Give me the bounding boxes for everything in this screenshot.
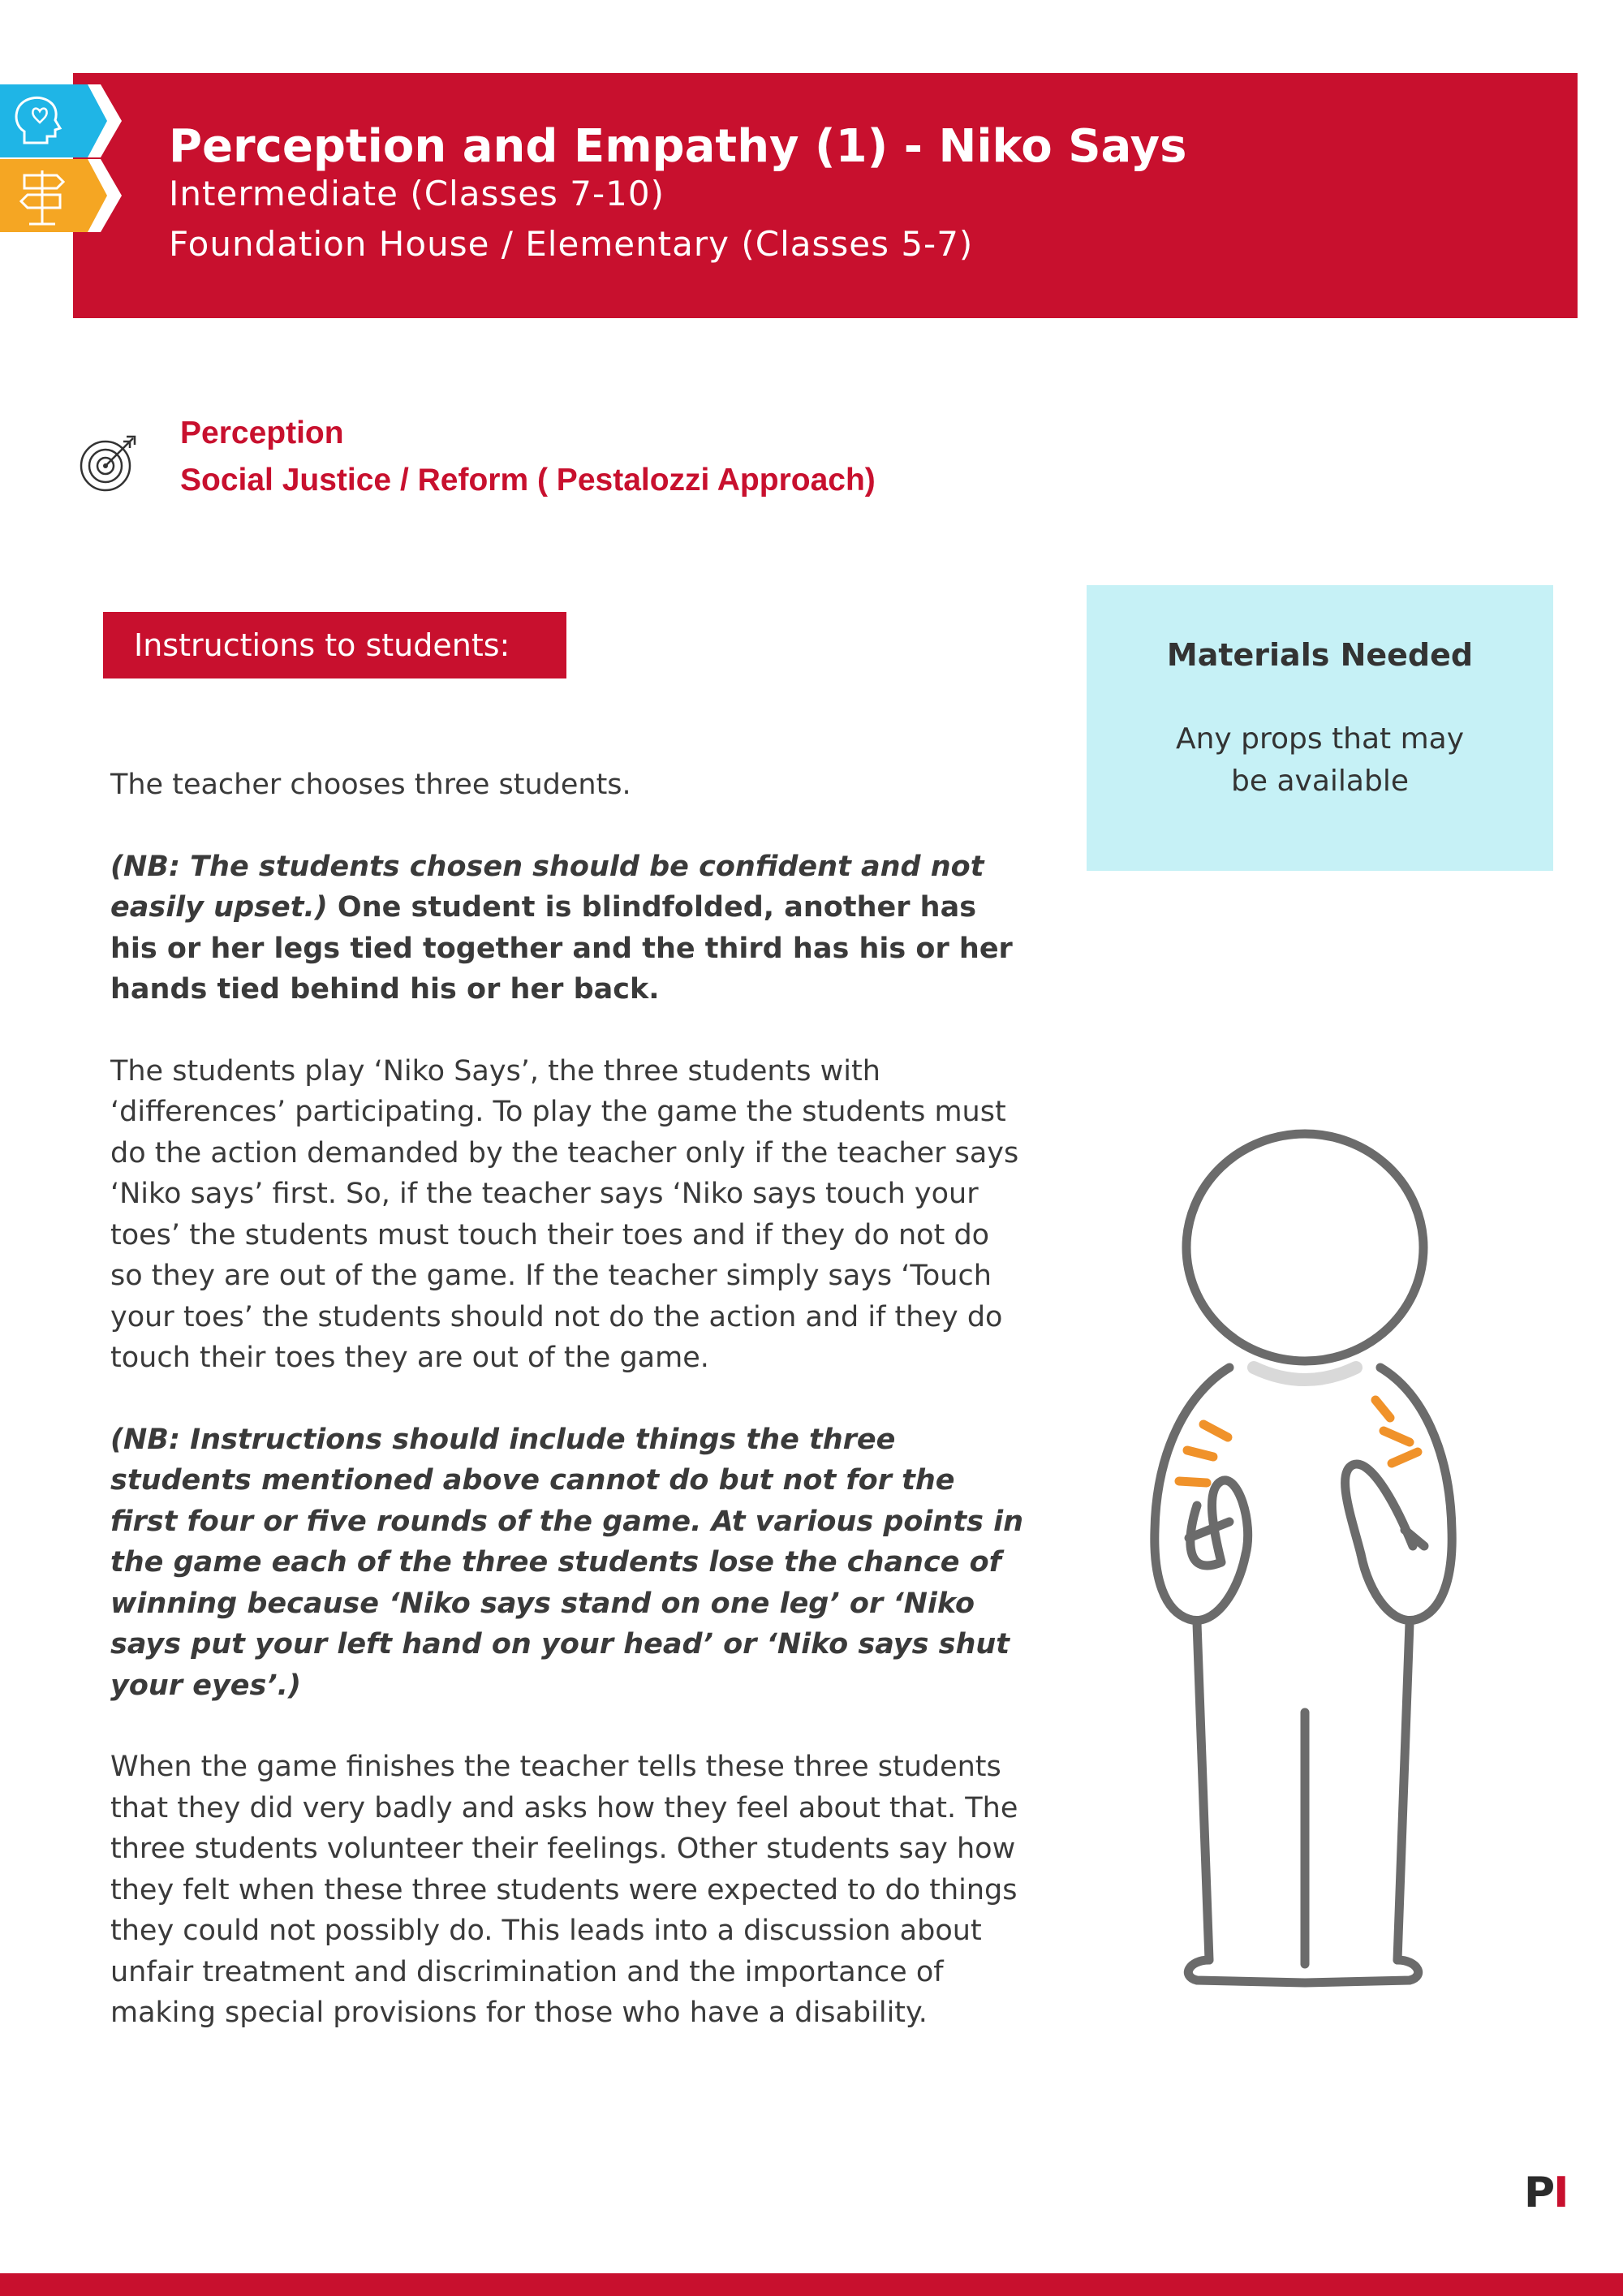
setup-description: One student is blindfolded, another has his or her legs tied together and the third has his or her hands tied behind his or her back. [110, 891, 1013, 1006]
materials-text: Any props that may be available [1175, 722, 1465, 798]
category-perception: Perception [180, 416, 344, 450]
class-level-intermediate: Intermediate (Classes 7-10) [169, 174, 665, 213]
category-social-justice: Social Justice / Reform ( Pestalozzi Approach) [180, 463, 876, 498]
stick-figure-illustration [1132, 1124, 1473, 1988]
note-confident: (NB: The students chosen should be confident and not easily upset.) [110, 850, 984, 924]
paragraph-game-rules: The students play ‘Niko Says’, the three students with ‘differences’ participating. To play the game the students must do the action demanded by the teacher only if the teacher says ‘Niko says’ first. So, if the teacher says ‘Niko says touch your toes’ the students must touch their toes and if they do not do so they are out of the game. If the teacher simply says ‘Touch your toes’ the students should not do the action and if they do touch their toes they are out of the game. [110, 1054, 1019, 1374]
pi-logo [1524, 2169, 1567, 2217]
logo-i: I [1553, 2169, 1568, 2217]
logo-p: P [1524, 2169, 1554, 2217]
empathy-head-icon [0, 84, 122, 157]
signpost-icon [0, 159, 122, 232]
paragraph-choose-students: The teacher chooses three students. [110, 769, 631, 801]
instructions-label: Instructions to students: [103, 612, 566, 678]
instructions-body [110, 765, 1027, 2074]
materials-title: Materials Needed [1166, 637, 1474, 673]
class-level-foundation: Foundation House / Elementary (Classes 5-7) [169, 224, 974, 264]
page-title: Perception and Empathy (1) - Niko Says [169, 120, 1187, 173]
paragraph-setup [110, 846, 1027, 1010]
target-arrow-icon [76, 430, 141, 495]
materials-panel [1087, 585, 1553, 871]
footer-bar [0, 2273, 1623, 2296]
paragraph-note-instructions: (NB: Instructions should include things the three students mentioned above cannot do but not for the first four or five rounds of the game. At various points in the game each of the three students lose the chance of winning because ‘Niko says stand on one leg’ or ‘Niko says put your left hand on your head’ or ‘Niko says shut your eyes’.) [110, 1423, 1024, 1702]
paragraph-discussion: When the game finishes the teacher tells these three students that they did very badly and asks how they feel about that. The three students volunteer their feelings. Other students say how they felt when these three students were expected to do things they could not possibly do. This leads into a discussion about unfair treatment and discrimination and the importance of making special provisions for those who have a disability. [110, 1751, 1018, 2029]
